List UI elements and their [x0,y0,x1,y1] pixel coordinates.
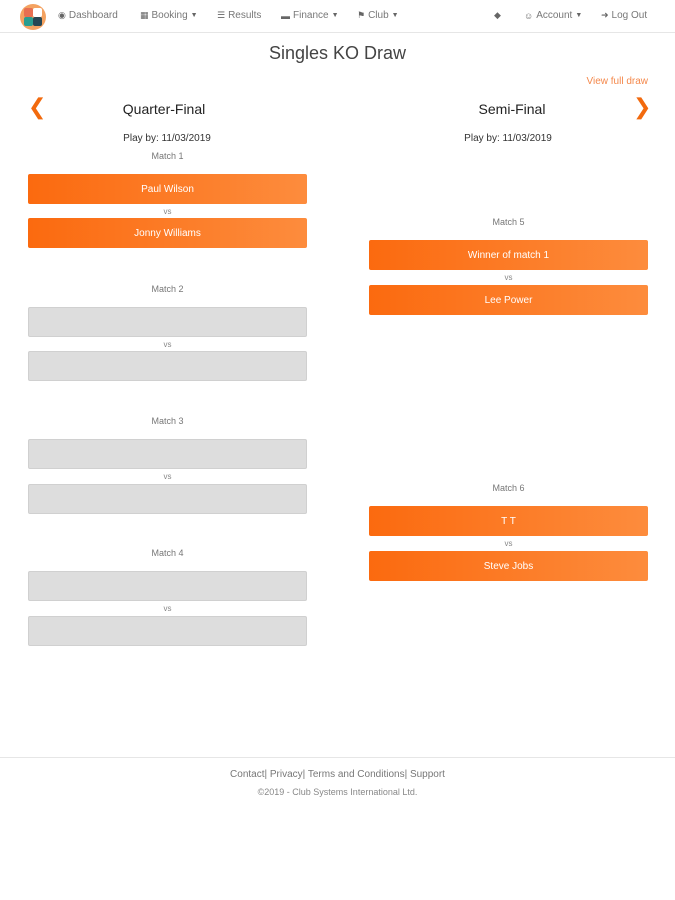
match-3-player-1[interactable] [28,439,307,469]
nav-logout[interactable] [601,10,647,21]
nav-club-label: Club [368,10,389,21]
match-4-vs: vs [163,604,172,613]
credit-card-icon: ▬ [281,10,290,21]
calendar-icon: ▦ [140,10,149,20]
match-1-label: Match 1 [151,151,184,161]
play-by-date-left: Play by: 11/03/2019 [123,133,211,144]
nav-finance-label: Finance [293,10,329,21]
match-4-label: Match 4 [151,548,184,558]
nav-booking[interactable] [140,10,198,21]
match-2-label: Match 2 [151,284,184,294]
round-title-quarter-final: Quarter-Final [122,101,206,117]
notifications-button[interactable] [494,10,504,21]
flag-icon: ⚑ [357,10,366,20]
match-1-vs: vs [163,207,172,216]
footer-links[interactable]: Contact| Privacy| Terms and Conditions| Support [230,769,445,780]
match-1-player-1[interactable]: Paul Wilson [28,174,307,204]
bell-icon: ◆ [494,10,501,20]
previous-round-arrow-icon[interactable]: ❮ [28,94,47,119]
chevron-down-icon: ▼ [575,12,583,19]
nav-dashboard-label: Dashboard [68,10,118,21]
nav-account[interactable] [524,10,582,21]
nav-logout-label: Log Out [611,10,648,21]
nav-club[interactable] [357,10,399,21]
user-circle-icon: ☺ [524,10,534,21]
match-5-player-1[interactable]: Winner of match 1 [369,240,648,270]
match-2-player-1[interactable] [28,307,307,337]
match-3-vs: vs [163,472,172,481]
match-5-label: Match 5 [492,217,525,227]
footer-divider [0,757,675,758]
nav-account-label: Account [536,10,573,21]
chevron-down-icon: ▼ [190,12,198,19]
match-5-player-2[interactable]: Lee Power [369,285,648,315]
match-4-player-2[interactable] [28,616,307,646]
match-6-player-1[interactable]: T T [369,506,648,536]
play-by-date-right: Play by: 11/03/2019 [464,133,552,144]
nav-booking-label: Booking [151,10,188,21]
footer-copyright: ©2019 - Club Systems International Ltd. [257,787,418,797]
match-2-player-2[interactable] [28,351,307,381]
match-6-vs: vs [504,539,513,548]
match-1-player-2[interactable]: Jonny Williams [28,218,307,248]
round-title-semi-final: Semi-Final [478,101,546,117]
match-6-label: Match 6 [492,483,525,493]
club-logo-icon[interactable] [20,4,46,30]
chevron-down-icon: ▼ [331,12,339,19]
nav-results-label: Results [228,10,262,21]
nav-dashboard[interactable] [58,10,118,21]
match-6-player-2[interactable]: Steve Jobs [369,551,648,581]
list-icon: ☰ [217,10,226,20]
page-title: Singles KO Draw [268,43,407,63]
view-full-draw-link[interactable]: View full draw [586,76,648,87]
logout-icon: ➜ [601,10,609,20]
match-4-player-1[interactable] [28,571,307,601]
chevron-down-icon: ▼ [391,12,399,19]
top-navbar [0,0,675,33]
match-2-vs: vs [163,340,172,349]
nav-results[interactable] [217,10,261,21]
next-round-arrow-icon[interactable]: ❯ [633,94,652,119]
match-5-vs: vs [504,273,513,282]
match-3-player-2[interactable] [28,484,307,514]
dashboard-icon: ◉ [58,10,66,20]
match-3-label: Match 3 [151,416,184,426]
nav-finance[interactable] [281,10,339,21]
